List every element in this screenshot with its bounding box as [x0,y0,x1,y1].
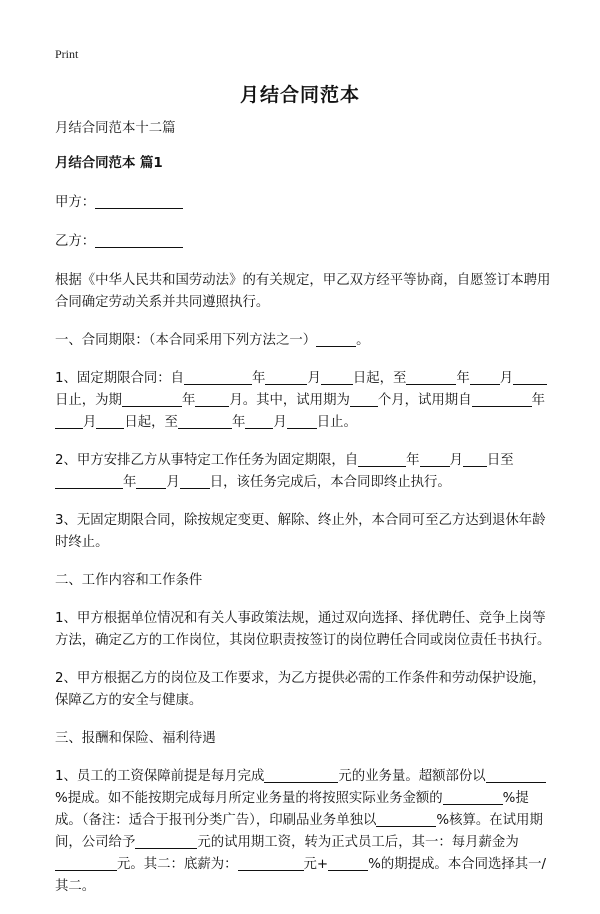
clause-text: 元+ [303,857,329,872]
clause-text: 月 [273,415,287,430]
clause-text: 2、甲方安排乙方从事特定工作任务为固定期限，自 [55,453,359,468]
party-b-blank [95,232,183,248]
blank [245,413,273,429]
blank [486,767,546,783]
clause-text: 日止，为期 [55,393,122,408]
clause-text: %核算。在试用期间，公司给予 [55,813,543,850]
blank [472,391,532,407]
blank [122,391,182,407]
blank [55,855,117,871]
print-link[interactable]: Print [55,47,79,61]
blank [463,451,487,467]
blank [420,451,450,467]
clause-2-2: 2、甲方根据乙方的岗位及工作要求，为乙方提供必需的工作条件和劳动保护设施，保障乙方的安全与健康。 [55,671,546,708]
clause-text: 元的试用期工资，转为正式员工后，其一：每月薪金为 [197,835,519,850]
clause-text: 年 [231,415,246,430]
party-a-label: 甲方： [55,195,96,210]
blank [350,391,378,407]
blank [513,369,547,385]
clause-text: 年 [406,453,420,468]
blank [136,473,166,489]
clause-1-3: 3、无固定期限合同，除按规定变更、解除、终止外，本合同可至乙方达到退休年龄时终止。 [55,513,546,550]
blank [135,833,197,849]
blank [265,369,307,385]
party-a-blank [95,193,183,209]
blank [376,811,436,827]
clause-1-2 [55,450,555,494]
party-b-line [55,231,555,253]
blank [96,413,124,429]
clause-text: 日起，至 [352,371,407,386]
blank [328,855,368,871]
blank [55,413,83,429]
clause-text: %提成。（备注：适合于报刊分类广告），印刷品业务单独以 [55,791,529,828]
blank [184,369,252,385]
blank [195,391,229,407]
blank [178,413,232,429]
clause-text: 元的业务量。超额部份以 [338,769,486,784]
section-1-title [55,330,555,352]
document-title: 月结合同范本 [239,84,360,106]
clause-text: 年 [123,475,137,490]
clause-text: %的期提成。本合同选择其一/其二。 [55,857,547,894]
method-blank [316,331,356,347]
section-2-title: 二、工作内容和工作条件 [55,573,203,588]
blank [321,369,353,385]
blank [238,855,304,871]
clause-3-1 [55,766,555,898]
clause-text: 日，该任务完成后，本合同即终止执行。 [209,475,451,490]
section-heading: 月结合同范本 篇1 [55,156,163,171]
party-a-line [55,192,555,214]
clause-2-1: 1、甲方根据单位情况和有关人事政策法规，通过双向选择、择优聘任、竞争上岗等方法，确定乙方的工作岗位，其岗位职责按签订的岗位聘任合同或岗位责任书执行。 [55,611,551,648]
blank [180,473,210,489]
clause-text: 月 [166,475,180,490]
section-1-title-end: 。 [356,333,370,348]
clause-text: 日止。 [316,415,357,430]
clause-text: 月。其中，试用期为 [229,393,350,408]
blank [264,767,338,783]
blank [470,369,500,385]
party-b-label: 乙方： [55,234,96,249]
clause-text: 年 [531,393,545,408]
clause-text: 年 [252,371,266,386]
clause-text: 月 [307,371,321,386]
blank [55,473,123,489]
section-1-title-text: 一、合同期限：（本合同采用下列方法之一） [55,333,317,348]
document-body [55,118,555,914]
section-3-title: 三、报酬和保险、福利待遇 [55,731,216,746]
blank [406,369,456,385]
clause-1-1 [55,368,555,434]
blank [287,413,317,429]
clause-text: 元。其二：底薪为： [117,857,238,872]
document-subtitle: 月结合同范本十二篇 [55,121,176,136]
clause-text: 月 [449,453,463,468]
clause-text: 年 [456,371,470,386]
clause-text: 1、员工的工资保障前提是每月完成 [55,769,265,784]
clause-text: 月 [83,415,97,430]
clause-text: 月 [499,371,514,386]
blank [358,451,406,467]
clause-text: 日起，至 [124,415,178,430]
clause-text: 1、固定期限合同：自 [55,371,185,386]
clause-text: 个月，试用期自 [377,393,472,408]
clause-text: %提成。如不能按期完成每月所定业务量的将按照实际业务金额的 [55,791,443,806]
intro-paragraph: 根据《中华人民共和国劳动法》的有关规定，甲乙双方经平等协商，自愿签订本聘用合同确定劳动关系并共同遵照执行。 [55,273,551,310]
blank [443,789,503,805]
clause-text: 年 [181,393,196,408]
clause-text: 日至 [486,453,514,468]
